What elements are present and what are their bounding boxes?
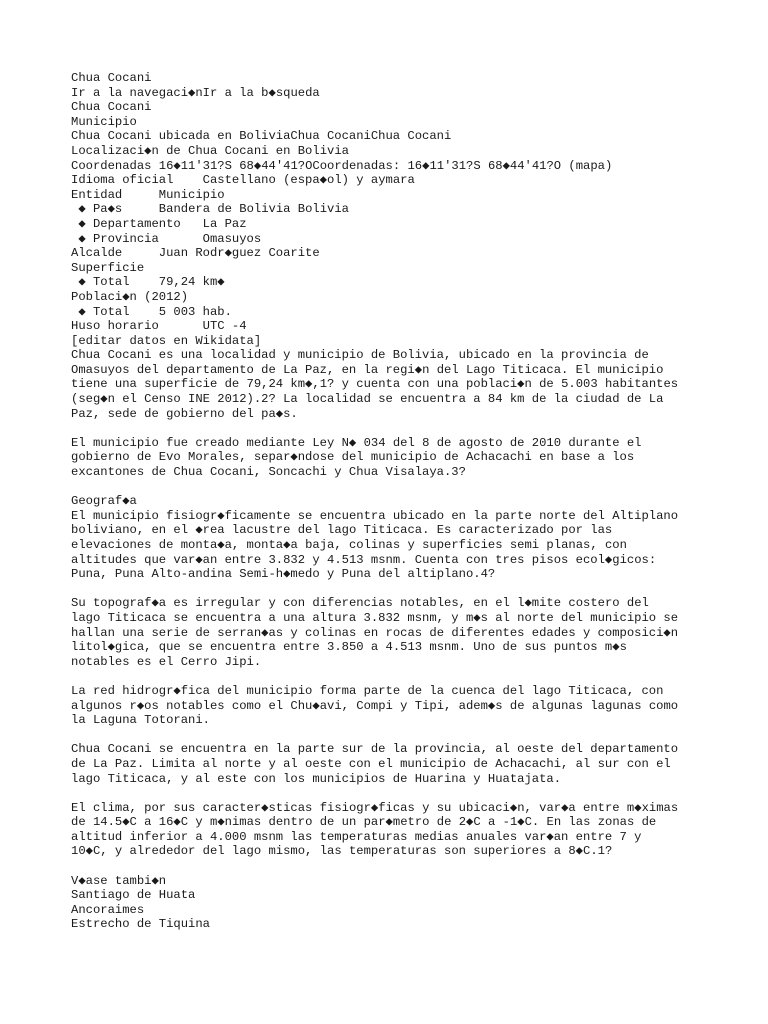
infobox-population-label: Poblaci◆n (2012) — [71, 289, 189, 304]
geography-paragraph-1: El municipio fisiogr◆ficamente se encuentra ubicado en la parte norte del Altiplano boliviano, en el ◆rea lacustre del lago Titicaca. Es caracterizado por las elevaciones de monta◆a, monta◆a baja, colinas y superficies semi planas, con altitudes que var◆an entre 3.832 y 4.513 msnm. Cuenta con tres pisos ecol◆gicos: Puna, Puna Alto-andina Semi-h◆medo y Puna del altiplano.4? — [71, 508, 679, 582]
infobox-population-total: ◆ Total 5 003 hab. — [71, 304, 232, 319]
geography-paragraph-4: Chua Cocani se encuentra en la parte sur de la provincia, al oeste del departamento de La Paz. Limita al norte y al oeste con el municipio de Achacachi, al sur con el lago Titicaca, y al este con los municipios de Huarina y Huatajata. — [71, 742, 679, 786]
coordinates-line[interactable]: Coordenadas 16◆11'31?S 68◆44'41?OCoordenadas: 16◆11'31?S 68◆44'41?O (mapa) — [71, 158, 613, 173]
paragraph-gap — [71, 786, 721, 801]
infobox-language: Idioma oficial Castellano (espa◆ol) y aymara — [71, 173, 415, 188]
geography-paragraph-2: Su topograf◆a es irregular y con diferencias notables, en el l◆mite costero del lago Titicaca se encuentra a una altura 3.832 msnm, y m◆s al norte del municipio se hallan una serie de serran◆as y colinas en rocas de diferentes edades y composici◆n litol◆gica, que se encuentra entre 3.850 a 4.513 msnm. Uno de sus puntos m◆s notables es el Cerro Jipi. — [71, 596, 679, 669]
paragraph-gap — [71, 582, 721, 597]
wikidata-edit-link[interactable]: [editar datos en Wikidata] — [71, 333, 262, 348]
climate-paragraph: El clima, por sus caracter◆sticas fisiogr◆ficas y su ubicaci◆n, var◆a entre m◆ximas de 14.5◆C a 16◆C y m◆nimas dentro de un par◆metro de 2◆C a -1◆C. En las zonas de altitud inferior a 4.000 msnm las temperaturas medias anuales var◆an entre 7 y 10◆C, y alrededor del lago mismo, las temperaturas son superiores a 8◆C.1? — [71, 800, 679, 859]
paragraph-gap — [71, 421, 721, 436]
infobox-area-total: ◆ Total 79,24 km◆ — [71, 275, 225, 290]
see-also-item[interactable]: Estrecho de Tiquina — [71, 917, 210, 932]
see-also-item[interactable]: Santiago de Huata — [71, 888, 196, 903]
see-also-heading: V◆ase tambi◆n — [71, 873, 167, 888]
skip-links[interactable]: Ir a la navegaci◆nIr a la b◆squeda — [71, 85, 320, 100]
see-also-item[interactable]: Ancoraimes — [71, 902, 145, 917]
page-title: Chua Cocani — [71, 71, 152, 85]
infobox-department: ◆ Departamento La Paz — [71, 216, 247, 231]
document-text — [71, 71, 721, 932]
paragraph-gap — [71, 859, 721, 874]
paragraph-gap — [71, 728, 721, 743]
map-caption: Chua Cocani ubicada en BoliviaChua CocaniChua Cocani — [71, 129, 452, 144]
article-type: Municipio — [71, 114, 137, 129]
geography-paragraph-3: La red hidrogr◆fica del municipio forma parte de la cuenca del lago Titicaca, con algunos r◆os notables como el Chu◆avi, Compi y Tipi, adem◆s de algunas lagunas como la Laguna Totorani. — [71, 683, 679, 728]
map-title: Localizaci◆n de Chua Cocani en Bolivia — [71, 143, 349, 158]
infobox-country: ◆ Pa◆s Bandera de Bolivia Bolivia — [71, 202, 349, 217]
infobox-province: ◆ Provincia Omasuyos — [71, 231, 262, 246]
paragraph-gap — [71, 480, 721, 495]
geography-heading: Geograf◆a — [71, 494, 137, 509]
history-paragraph: El municipio fue creado mediante Ley N◆ 034 del 8 de agosto de 2010 durante el gobierno de Evo Morales, separ◆ndose del municipio de Achacachi en base a los excantones de Chua Cocani, Soncachi y Chua Visalaya.3? — [71, 435, 642, 480]
paragraph-gap — [71, 669, 721, 684]
article-heading: Chua Cocani — [71, 100, 152, 115]
infobox-timezone: Huso horario UTC -4 — [71, 319, 247, 334]
infobox-entity: Entidad Municipio — [71, 187, 225, 202]
infobox-mayor: Alcalde Juan Rodr◆guez Coarite — [71, 246, 320, 261]
infobox-area-label: Superficie — [71, 260, 145, 275]
intro-paragraph: Chua Cocani es una localidad y municipio de Bolivia, ubicado en la provincia de Omasuyos del departamento de La Paz, en la regi◆n del Lago Titicaca. El municipio tiene una superficie de 79,24 km◆,1? y cuenta con una poblaci◆n de 5.003 habitantes (seg◆n el Censo INE 2012).2? La localidad se encuentra a 84 km de la ciudad de La Paz, sede de gobierno del pa◆s. — [71, 348, 679, 421]
